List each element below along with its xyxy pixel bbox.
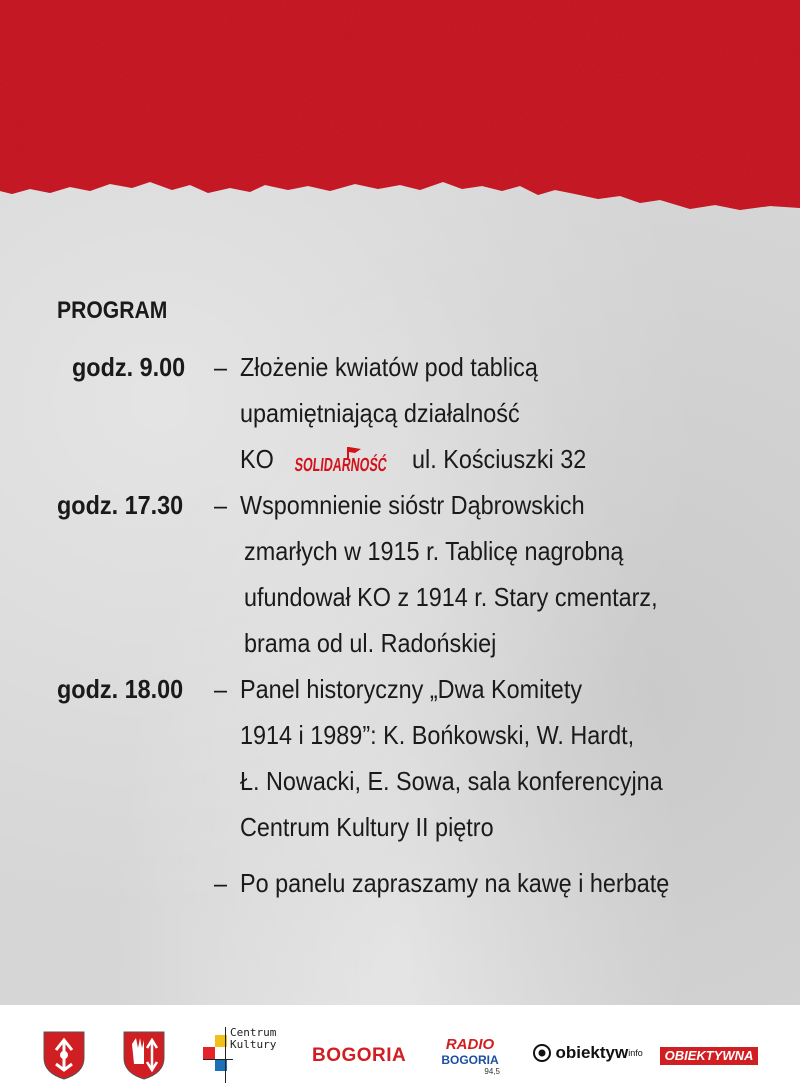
program-heading: PROGRAM bbox=[57, 297, 168, 324]
svg-text:SOLIDARNOŚĆ: SOLIDARNOŚĆ bbox=[293, 455, 437, 477]
item2-line1: Wspomnienie sióstr Dąbrowskich bbox=[240, 490, 585, 520]
centrum-kultury-logo bbox=[203, 1025, 283, 1085]
item1-line3 bbox=[240, 444, 606, 478]
item3-line2: 1914 i 1989”: K. Bońkowski, W. Hardt, bbox=[240, 720, 635, 750]
radio-bogoria-logo bbox=[440, 1037, 500, 1081]
item1-line1: Złożenie kwiatów pod tablicą bbox=[240, 352, 538, 382]
item2-line2: zmarłych w 1915 r. Tablicę nagrobną bbox=[244, 536, 624, 566]
obiektywna-logo: OBIEKTYWNA bbox=[660, 1047, 758, 1065]
time-18-00: godz. 18.00 bbox=[57, 674, 184, 704]
dash-2: – bbox=[214, 490, 228, 520]
obiektyw-suffix: info bbox=[628, 1048, 643, 1058]
centrum-kultury-text: Centrum Kultury bbox=[230, 1026, 277, 1051]
solidarnosc-logo bbox=[293, 444, 437, 478]
item3-line1: Panel historyczny „Dwa Komitety bbox=[240, 674, 583, 704]
footer-sponsors bbox=[0, 1005, 800, 1091]
item3-line3: Ł. Nowacki, E. Sowa, sala konferencyjna bbox=[240, 766, 663, 796]
item2-line4: brama od ul. Radońskiej bbox=[244, 628, 497, 658]
ko-prefix: KO bbox=[240, 444, 274, 474]
address: ul. Kościuszki 32 bbox=[412, 444, 587, 474]
closing-line: Po panelu zapraszamy na kawę i herbatę bbox=[240, 868, 670, 898]
item1-line2: upamiętniającą działalność bbox=[240, 398, 520, 428]
dash-closing: – bbox=[214, 868, 228, 898]
obiektyw-info-logo bbox=[533, 1043, 643, 1063]
grodzisk-coat-of-arms-2 bbox=[122, 1030, 166, 1080]
time-17-30: godz. 17.30 bbox=[57, 490, 184, 520]
radio-bogoria-line1: RADIO bbox=[445, 1036, 495, 1053]
item3-line4: Centrum Kultury II piętro bbox=[240, 812, 494, 842]
time-9-00: godz. 9.00 bbox=[72, 352, 186, 382]
red-torn-banner bbox=[0, 0, 800, 230]
camera-icon bbox=[533, 1044, 551, 1062]
bogoria-logo: BOGORIA bbox=[312, 1045, 407, 1066]
dash-1: – bbox=[214, 352, 228, 382]
radio-bogoria-line2: BOGORIA bbox=[441, 1053, 499, 1067]
radio-bogoria-freq: 94,5 bbox=[484, 1067, 500, 1076]
obiektyw-text: obiektyw bbox=[555, 1043, 629, 1062]
dash-3: – bbox=[214, 674, 228, 704]
item2-line3: ufundował KO z 1914 r. Stary cmentarz, bbox=[244, 582, 658, 612]
grodzisk-coat-of-arms-1 bbox=[42, 1030, 86, 1080]
